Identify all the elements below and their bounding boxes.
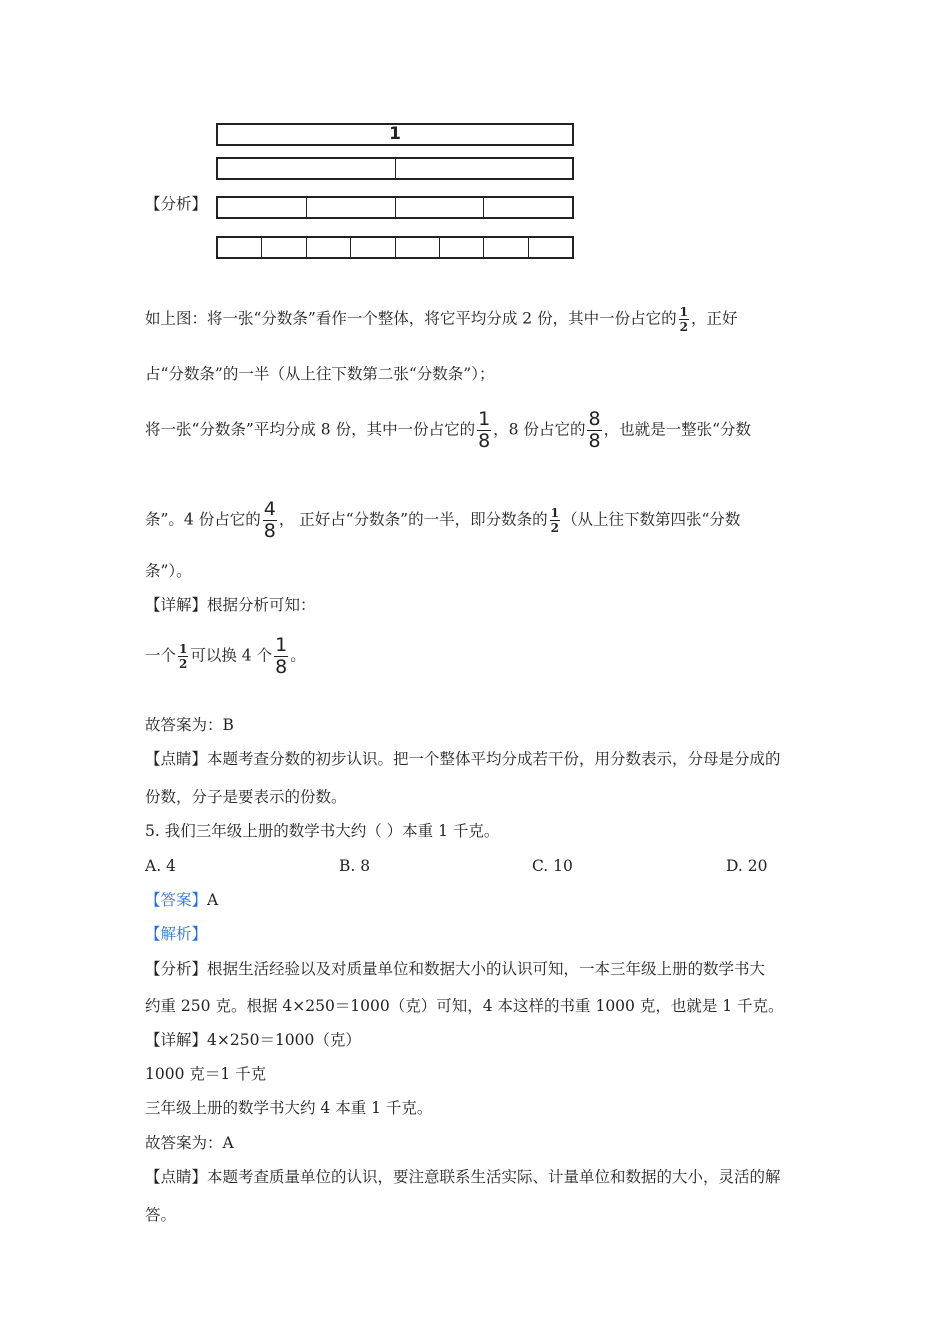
detail-1: 【详解】根据分析可知：: [145, 596, 316, 614]
analysis-line-1: 如上图：将一张“分数条”看作一个整体，将它平均分成 2 份，其中一份占它的 $\frac{1}{2}$ ，正好: [145, 305, 738, 334]
detail-2-line-b: 1000 克＝1 千克: [145, 1065, 267, 1083]
fraction: $\frac{1}{8}$: [275, 634, 288, 678]
fraction: $\frac{1}{8}$: [478, 408, 491, 452]
fraction-bar-whole: [216, 123, 574, 146]
question-5: 5. 我们三年级上册的数学书大约（ ）本重 1 千克。: [145, 822, 500, 840]
tip-2: 【点睛】本题考查质量单位的认识，要注意联系生活实际、计量单位和数据的大小，灵活的解: [145, 1168, 781, 1186]
answer-tag-line: [145, 889, 218, 911]
fraction: $\frac{8}{8}$: [588, 408, 601, 452]
detail-2: 【详解】4×250＝1000（克）: [145, 1031, 361, 1049]
whole-label: 1: [389, 124, 401, 144]
fraction: $\frac{1}{2}$: [550, 506, 559, 535]
analysis-label: 【分析】: [145, 195, 208, 213]
analysis-2-cont: 约重 250 克。根据 4×250＝1000（克）可知，4 本这样的书重 1000 克，也就是 1 千克。: [145, 997, 784, 1015]
analysis-line-3: 将一张“分数条”平均分成 8 份，其中一份占它的 $\frac{1}{8}$ ，8 份占它的 $\frac{8}{8}$ ，也就是一整张“分数: [145, 408, 751, 452]
fraction: $\frac{4}{8}$: [263, 498, 276, 542]
option-d: D. 20: [726, 857, 768, 875]
detail-2-line-c: 三年级上册的数学书大约 4 本重 1 千克。: [145, 1099, 433, 1117]
answer-2: 故答案为：A: [145, 1134, 234, 1152]
option-c: C. 10: [532, 857, 573, 875]
analysis-line-5: 条”）。: [145, 562, 192, 580]
fraction-bar-halves: [216, 157, 574, 180]
analysis-line-2: 占“分数条”的一半（从上往下数第二张“分数条”）；: [145, 365, 495, 383]
detail-line-6: 一个 $\frac{1}{2}$ 可以换 4 个 $\frac{1}{8}$ 。: [145, 634, 306, 678]
fraction-bar-eighths: [216, 236, 574, 259]
tip-2-cont: 答。: [145, 1206, 177, 1224]
fraction: $\frac{1}{2}$: [679, 305, 688, 334]
answer-1: 故答案为：B: [145, 716, 234, 734]
answer-value: A: [207, 891, 219, 909]
analysis-line-4: 条”。4 份占它的 $\frac{4}{8}$ ， 正好占“分数条”的一半，即分数条的 $\frac{1}{2}$ （从上往下数第四张“分数: [145, 498, 741, 542]
tip-1: 【点睛】本题考查分数的初步认识。把一个整体平均分成若干份，用分数表示，分母是分成的: [145, 750, 781, 768]
fraction-bar-quarters: [216, 196, 574, 219]
analysis-2: 【分析】根据生活经验以及对质量单位和数据大小的认识可知，一本三年级上册的数学书大: [145, 960, 766, 978]
answer-tag: 【答案】: [145, 891, 208, 909]
option-b: B. 8: [339, 857, 371, 875]
explain-tag: 【解析】: [145, 925, 208, 943]
tip-1-cont: 份数，分子是要表示的份数。: [145, 788, 347, 806]
fraction: $\frac{1}{2}$: [179, 642, 188, 671]
option-a: A. 4: [145, 857, 176, 875]
